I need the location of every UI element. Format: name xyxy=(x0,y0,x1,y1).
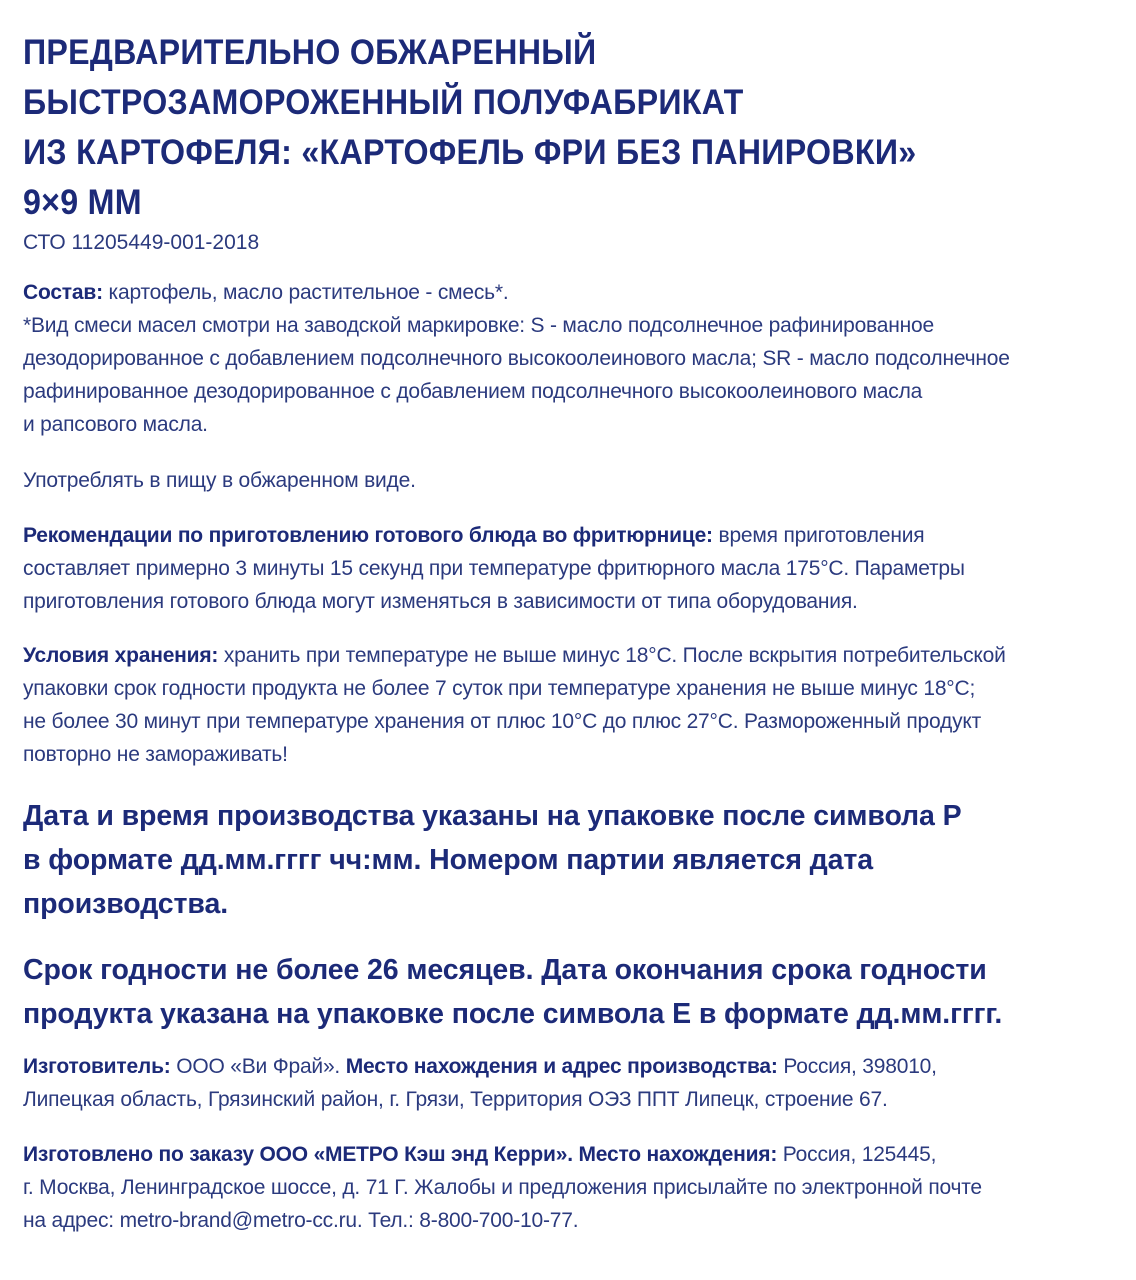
composition-line xyxy=(23,276,1118,309)
shelf-life-line: продукта указана на упаковке после символа E в формате дд.мм.гггг. xyxy=(23,998,1003,1030)
manufacturer-name: ООО «Ви Фрай». xyxy=(170,1055,341,1078)
recommendations-line: приготовления готового блюда могут изменяться в зависимости от типа оборудования. xyxy=(23,590,858,613)
ordered-by-line: г. Москва, Ленинградское шоссе, д. 71 Г. Жалобы и предложения присылайте по электронной почте xyxy=(23,1176,982,1199)
composition-text: картофель, масло растительное - смесь*. xyxy=(102,281,509,304)
product-title xyxy=(23,28,1118,228)
composition-note-line: и рапсового масла. xyxy=(23,413,208,436)
shelf-life-line: Срок годности не более 26 месяцев. Дата окончания срока годности xyxy=(23,954,987,986)
composition-label: Состав: xyxy=(23,281,103,304)
ordered-by-section xyxy=(23,1138,1118,1237)
storage-line xyxy=(23,639,1118,672)
production-date-line: Дата и время производства указаны на упаковке после символа P xyxy=(23,800,962,832)
title-line: БЫСТРОЗАМОРОЖЕННЫЙ ПОЛУФАБРИКАТ xyxy=(23,83,744,122)
title-line: ИЗ КАРТОФЕЛЯ: «КАРТОФЕЛЬ ФРИ БЕЗ ПАНИРОВКИ» xyxy=(23,133,917,172)
usage-text: Употреблять в пищу в обжаренном виде. xyxy=(23,469,416,492)
ordered-by-label: Изготовлено по заказу ООО «МЕТРО Кэш энд Керри». Место нахождения: xyxy=(23,1143,778,1166)
storage-section xyxy=(23,639,1118,771)
recommendations-section xyxy=(23,519,1118,618)
production-date-section xyxy=(23,794,1118,926)
composition-note-line: дезодорированное с добавлением подсолнечного высокоолеинового масла; SR - масло подсолнечное xyxy=(23,347,1010,370)
recommendations-line xyxy=(23,519,1118,552)
manufacturer-address: Россия, 398010, xyxy=(777,1055,937,1078)
recommendations-line: составляет примерно 3 минуты 15 секунд при температуре фритюрного масла 175°C. Параметры xyxy=(23,557,965,580)
title-line: ПРЕДВАРИТЕЛЬНО ОБЖАРЕННЫЙ xyxy=(23,33,597,72)
manufacturer-address-line: Липецкая область, Грязинский район, г. Грязи, Территория ОЭЗ ППТ Липецк, строение 67. xyxy=(23,1088,888,1111)
storage-line: не более 30 минут при температуре хранения от плюс 10°C до плюс 27°C. Размороженный продукт xyxy=(23,710,982,733)
production-date-line: в формате дд.мм.гггг чч:мм. Номером партии является дата xyxy=(23,844,874,876)
contact-line: на адрес: metro-brand@metro-cc.ru. Тел.: 8-800-700-10-77. xyxy=(23,1209,579,1232)
shelf-life-section xyxy=(23,948,1118,1036)
standard-code: СТО 11205449-001-2018 xyxy=(23,231,260,254)
production-date-line: производства. xyxy=(23,888,229,920)
storage-line: упаковки срок годности продукта не более 7 суток при температуре хранения не выше минус 18°C; xyxy=(23,677,976,700)
manufacturer-label: Изготовитель: xyxy=(23,1055,171,1078)
recommendations-label: Рекомендации по приготовлению готового блюда во фритюрнице: xyxy=(23,524,713,547)
composition-note-line: рафинированное дезодорированное с добавлением подсолнечного высокоолеинового масла xyxy=(23,380,923,403)
composition-note-line: *Вид смеси масел смотри на заводской маркировке: S - масло подсолнечное рафинированное xyxy=(23,314,935,337)
recommendations-text: время приготовления xyxy=(712,524,925,547)
storage-line: повторно не замораживать! xyxy=(23,743,288,766)
storage-label: Условия хранения: xyxy=(23,644,219,667)
ordered-by-line xyxy=(23,1138,1118,1171)
label-page xyxy=(23,28,1118,1237)
manufacturer-address-label: Место нахождения и адрес производства: xyxy=(340,1055,778,1078)
ordered-by-address: Россия, 125445, xyxy=(777,1143,937,1166)
title-line: 9×9 ММ xyxy=(23,183,142,222)
composition-section xyxy=(23,276,1118,441)
manufacturer-section xyxy=(23,1050,1118,1116)
manufacturer-line xyxy=(23,1050,1118,1083)
storage-text: хранить при температуре не выше минус 18°C. После вскрытия потребительской xyxy=(218,644,1006,667)
